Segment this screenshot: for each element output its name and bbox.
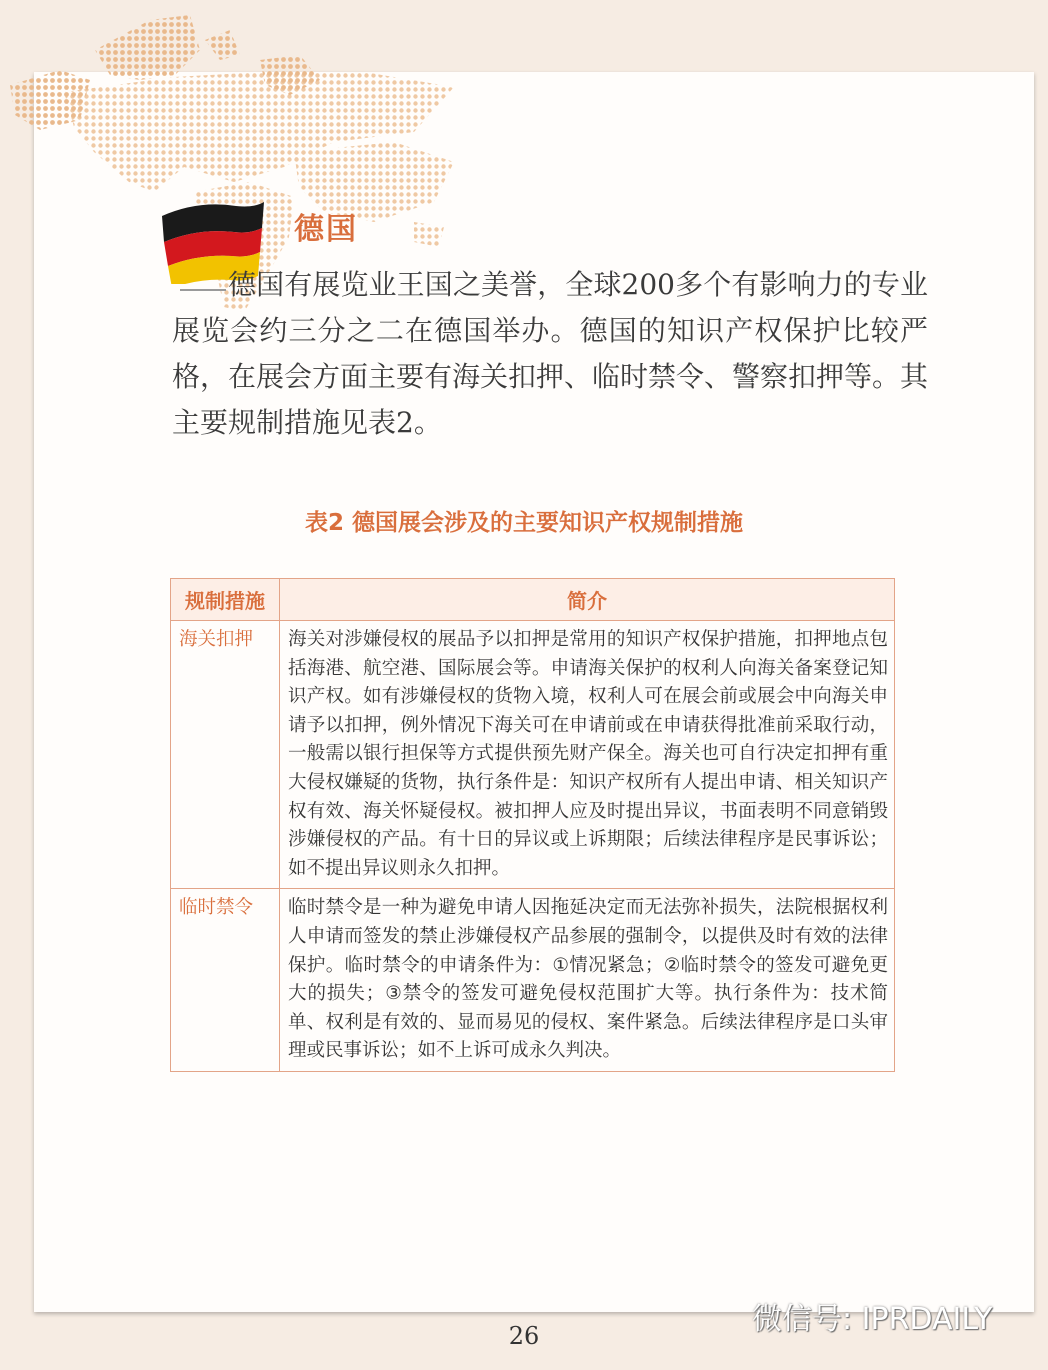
row-measure: 海关扣押	[171, 621, 280, 889]
table-row	[171, 621, 895, 889]
table-caption: 表2 德国展会涉及的主要知识产权规制措施	[304, 510, 743, 536]
row-measure: 临时禁令	[171, 889, 280, 1072]
country-heading: 德国	[294, 212, 358, 247]
header-description: 简介	[280, 579, 895, 621]
page-number: 26	[508, 1322, 540, 1350]
intro-paragraph: 德国有展览业王国之美誉，全球200多个有影响力的专业展览会约三分之二在德国举办。德国的知识产权保护比较严格，在展会方面主要有海关扣押、临时禁令、警察扣押等。其主要规制措施见表2。	[172, 268, 929, 439]
ip-measures-table	[170, 578, 895, 1072]
wechat-watermark: 微信号: IPRDAILY	[752, 1302, 993, 1337]
row-description: 海关对涉嫌侵权的展品予以扣押是常用的知识产权保护措施，扣押地点包括海港、航空港、国际展会等。申请海关保护的权利人向海关备案登记知识产权。如有涉嫌侵权的货物入境，权利人可在展会前或展会中向海关申请予以扣押，例外情况下海关可在申请前或在申请获得批准前采取行动，一般需以银行担保等方式提供预先财产保全。海关也可自行决定扣押有重大侵权嫌疑的货物，执行条件是：知识产权所有人提出申请、相关知识产权有效、海关怀疑侵权。被扣押人应及时提出异议，书面表明不同意销毁涉嫌侵权的产品。有十日的异议或上诉期限；后续法律程序是民事诉讼；如不提出异议则永久扣押。	[280, 621, 895, 889]
row-description: 临时禁令是一种为避免申请人因拖延决定而无法弥补损失，法院根据权利人申请而签发的禁止涉嫌侵权产品参展的强制令，以提供及时有效的法律保护。临时禁令的申请条件为：①情况紧急；②临时禁令的签发可避免更大的损失；③禁令的签发可避免侵权范围扩大等。执行条件为：技术简单、权利是有效的、显而易见的侵权、案件紧急。后续法律程序是口头审理或民事诉讼；如不上诉可成永久判决。	[280, 889, 895, 1072]
table-header-row	[171, 579, 895, 621]
table-row	[171, 889, 895, 1072]
world-map-dots-top	[0, 0, 450, 170]
header-measure: 规制措施	[171, 579, 280, 621]
